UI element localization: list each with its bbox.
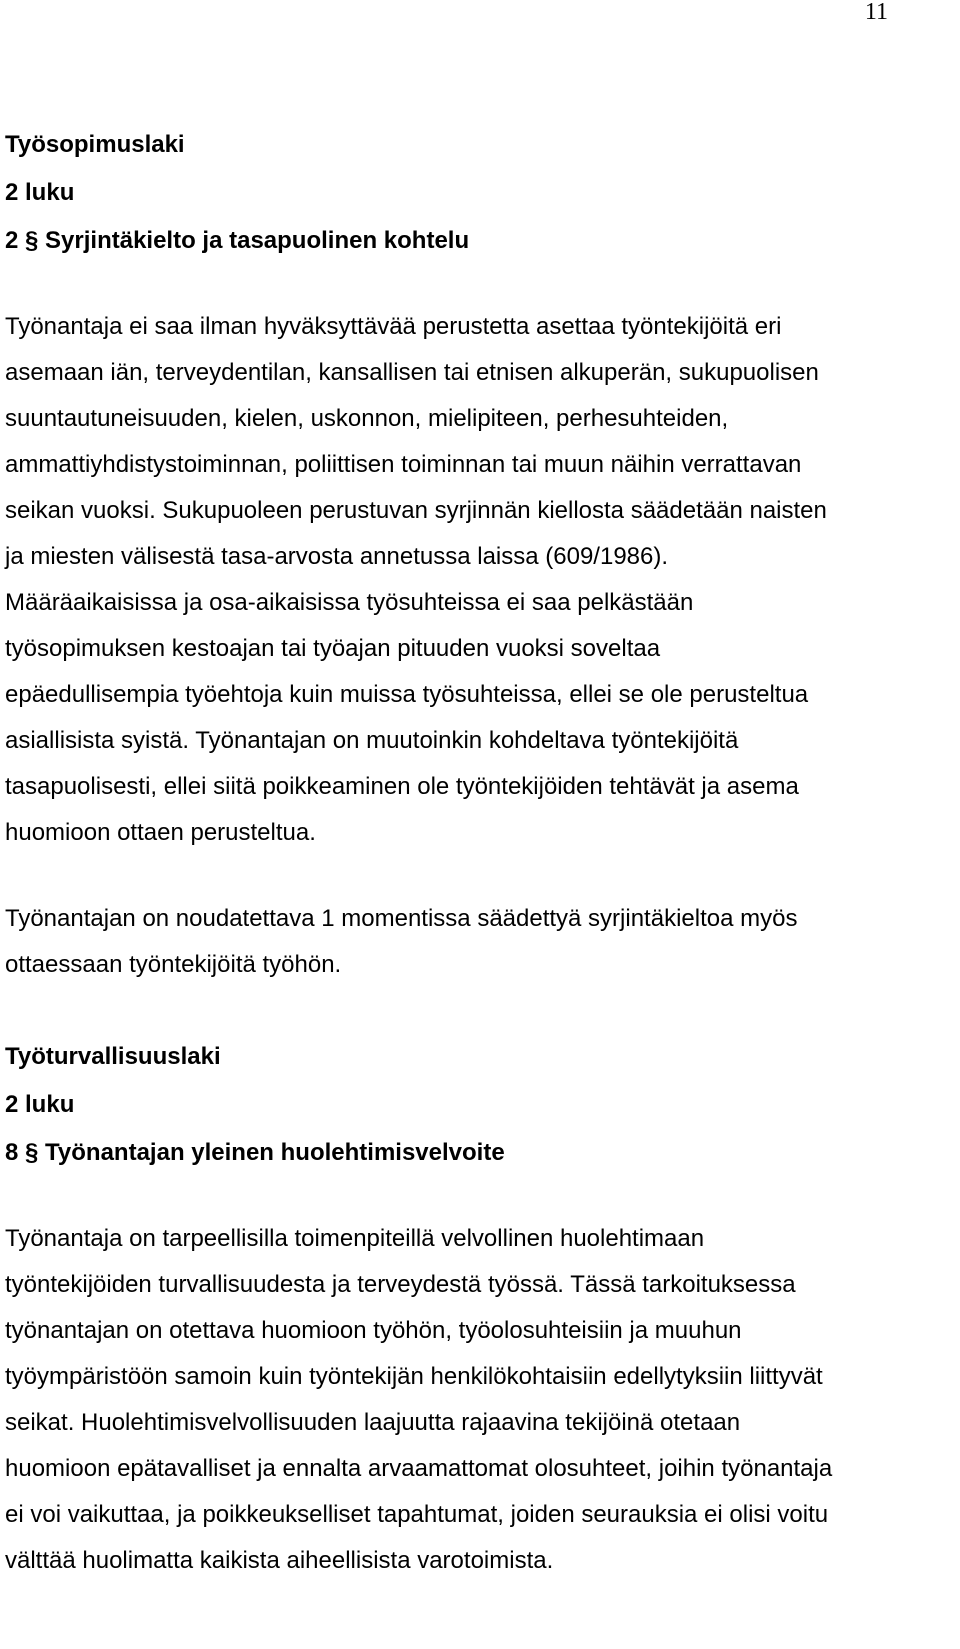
section-tyoturvallisuuslaki <box>5 1033 955 1177</box>
chapter-label: 2 luku <box>5 179 75 206</box>
section-title: Työturvallisuuslaki <box>5 1043 221 1070</box>
paragraph-line: työnantajan on otettava huomioon työhön, työolosuhteisiin ja muuhun <box>5 1317 742 1344</box>
paragraph-line: huomioon epätavalliset ja ennalta arvaamattomat olosuhteet, joihin työnantaja <box>5 1455 833 1482</box>
article-heading: 2 § Syrjintäkielto ja tasapuolinen kohtelu <box>5 227 470 254</box>
paragraph-line: ja miesten välisestä tasa-arvosta annetussa laissa (609/1986). <box>5 543 669 570</box>
paragraph-line: seikan vuoksi. Sukupuoleen perustuvan syrjinnän kiellosta säädetään naisten <box>5 497 827 524</box>
paragraph-2 <box>5 896 955 988</box>
chapter-label: 2 luku <box>5 1091 75 1118</box>
paragraph-line: seikat. Huolehtimisvelvollisuuden laajuutta rajaavina tekijöinä otetaan <box>5 1409 741 1436</box>
paragraph-line: epäedullisempia työehtoja kuin muissa työsuhteissa, ellei se ole perusteltua <box>5 681 809 708</box>
paragraph-3 <box>5 1216 955 1584</box>
paragraph-line: asemaan iän, terveydentilan, kansallisen tai etnisen alkuperän, sukupuolisen <box>5 359 819 386</box>
paragraph-line: välttää huolimatta kaikista aiheellisista varotoimista. <box>5 1547 554 1574</box>
paragraph-line: Työnantaja ei saa ilman hyväksyttävää perustetta asettaa työntekijöitä eri <box>5 313 782 340</box>
paragraph-line: työympäristöön samoin kuin työntekijän henkilökohtaisiin edellytyksiin liittyvät <box>5 1363 823 1390</box>
paragraph-line: asiallisista syistä. Työnantajan on muutoinkin kohdeltava työntekijöitä <box>5 727 739 754</box>
page-number: 11 <box>864 0 888 25</box>
paragraph-line: huomioon ottaen perusteltua. <box>5 819 316 846</box>
section-title: Työsopimuslaki <box>5 131 185 158</box>
paragraph-line: Työnantajan on noudatettava 1 momentissa säädettyä syrjintäkieltoa myös <box>5 905 798 932</box>
paragraph-line: Työnantaja on tarpeellisilla toimenpiteillä velvollinen huolehtimaan <box>5 1225 705 1252</box>
paragraph-line: ammattiyhdistystoiminnan, poliittisen toiminnan tai muun näihin verrattavan <box>5 451 802 478</box>
paragraph-line: työsopimuksen kestoajan tai työajan pituuden vuoksi soveltaa <box>5 635 661 662</box>
paragraph-line: tasapuolisesti, ellei siitä poikkeaminen ole työntekijöiden tehtävät ja asema <box>5 773 799 800</box>
paragraph-line: suuntautuneisuuden, kielen, uskonnon, mielipiteen, perhesuhteiden, <box>5 405 729 432</box>
paragraph-1 <box>5 304 955 856</box>
article-heading: 8 § Työnantajan yleinen huolehtimisvelvoite <box>5 1139 505 1166</box>
paragraph-line: Määräaikaisissa ja osa-aikaisissa työsuhteissa ei saa pelkästään <box>5 589 694 616</box>
paragraph-line: työntekijöiden turvallisuudesta ja terveydestä työssä. Tässä tarkoituksessa <box>5 1271 796 1298</box>
section-tyosopimuslaki <box>5 121 955 265</box>
paragraph-line: ei voi vaikuttaa, ja poikkeukselliset tapahtumat, joiden seurauksia ei olisi voitu <box>5 1501 829 1528</box>
paragraph-line: ottaessaan työntekijöitä työhön. <box>5 951 342 978</box>
